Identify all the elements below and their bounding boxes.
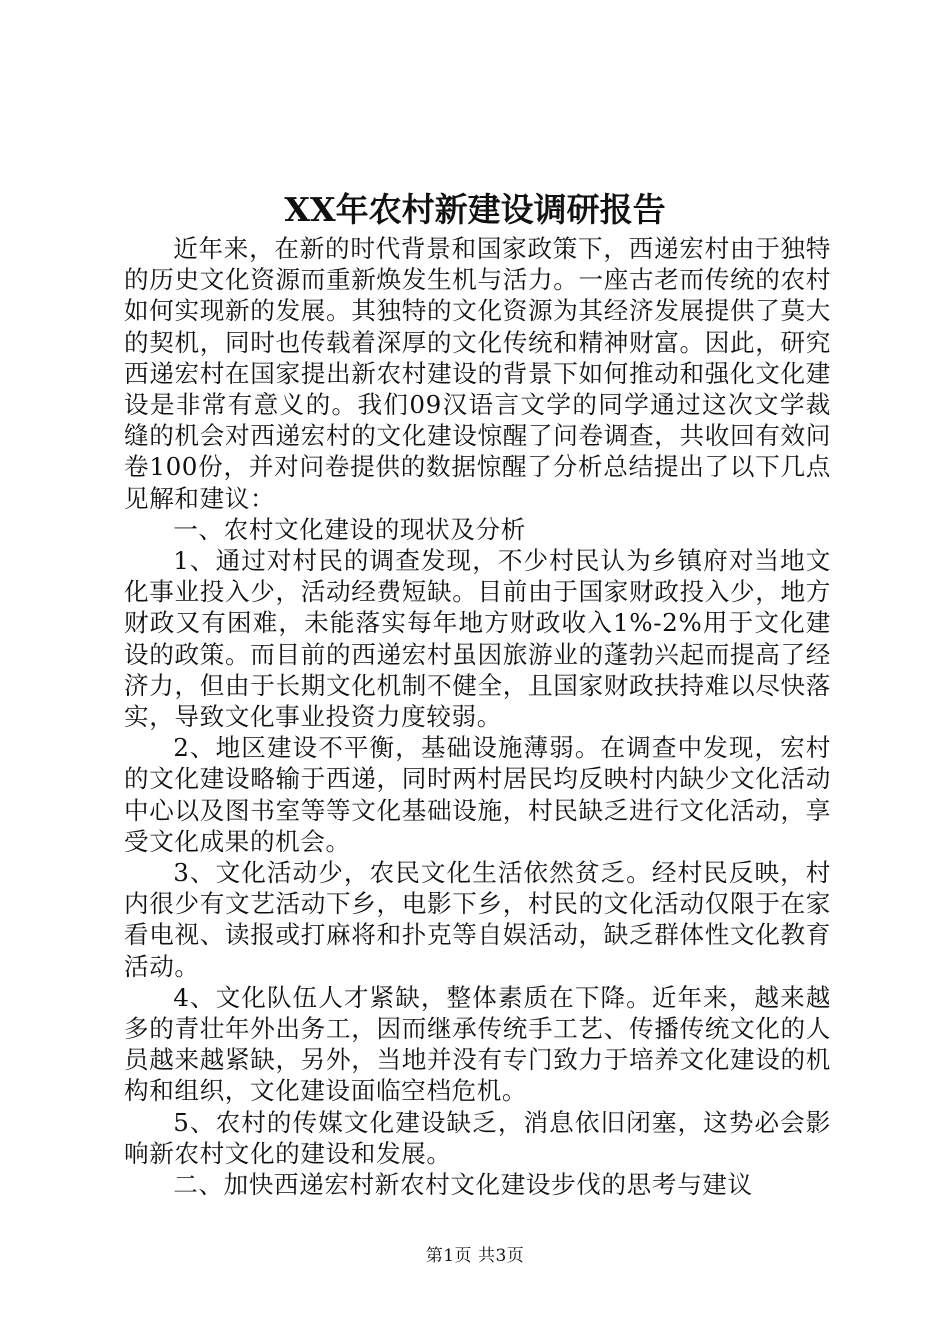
point-paragraph-2: 2、地区建设不平衡，基础设施薄弱。在调查中发现，宏村的文化建设略输于西递，同时两村居民均反映村内缺少文化活动中心以及图书室等等文化基础设施，村民缺乏进行文化活动，享受文化成果的机会。 (124, 733, 831, 856)
section-heading-1: 一、农村文化建设的现状及分析 (173, 514, 526, 544)
point-paragraph-4: 4、文化队伍人才紧缺，整体素质在下降。近年来，越来越多的青壮年外出务工，因而继承传统手工艺、传播传统文化的人员越来越紧缺，另外，当地并没有专门致力于培养文化建设的机构和组织，文化建设面临空档危机。 (124, 982, 831, 1106)
document-title: XX年农村新建设调研报告 (284, 190, 666, 229)
section-heading-2: 二、加快西递宏村新农村文化建设步伐的思考与建议 (173, 1170, 753, 1200)
document-body (124, 233, 831, 1200)
intro-paragraph: 近年来，在新的时代背景和国家政策下，西递宏村由于独特的历史文化资源而重新焕发生机与活力。一座古老而传统的农村如何实现新的发展。其独特的文化资源为其经济发展提供了莫大的契机，同时也传载着深厚的文化传统和精神财富。因此，研究西递宏村在国家提出新农村建设的背景下如何推动和强化文化建设是非常有意义的。我们09汉语言文学的同学通过这次文学裁缝的机会对西递宏村的文化建设惊醒了问卷调查，共收回有效问卷100份，并对问卷提供的数据惊醒了分析总结提出了以下几点见解和建议： (124, 234, 831, 513)
point-paragraph-5: 5、农村的传媒文化建设缺乏，消息依旧闭塞，这势必会影响新农村文化的建设和发展。 (124, 1107, 831, 1168)
point-paragraph-1: 1、通过对村民的调查发现，不少村民认为乡镇府对当地文化事业投入少，活动经费短缺。目前由于国家财政投入少，地方财政又有困难，未能落实每年地方财政收入1%-2%用于文化建设的政策。而目前的西递宏村虽因旅游业的蓬勃兴起而提高了经济力，但由于长期文化机制不健全，且国家财政扶持难以尽快落实，导致文化事业投资力度较弱。 (124, 546, 831, 732)
page-number-footer: 第1页 共3页 (425, 1246, 525, 1266)
point-paragraph-3: 3、文化活动少，农民文化生活依然贫乏。经村民反映，村内很少有文艺活动下乡，电影下乡，村民的文化活动仅限于在家看电视、读报或打麻将和扑克等自娱活动，缺乏群体性文化教育活动。 (124, 858, 831, 981)
